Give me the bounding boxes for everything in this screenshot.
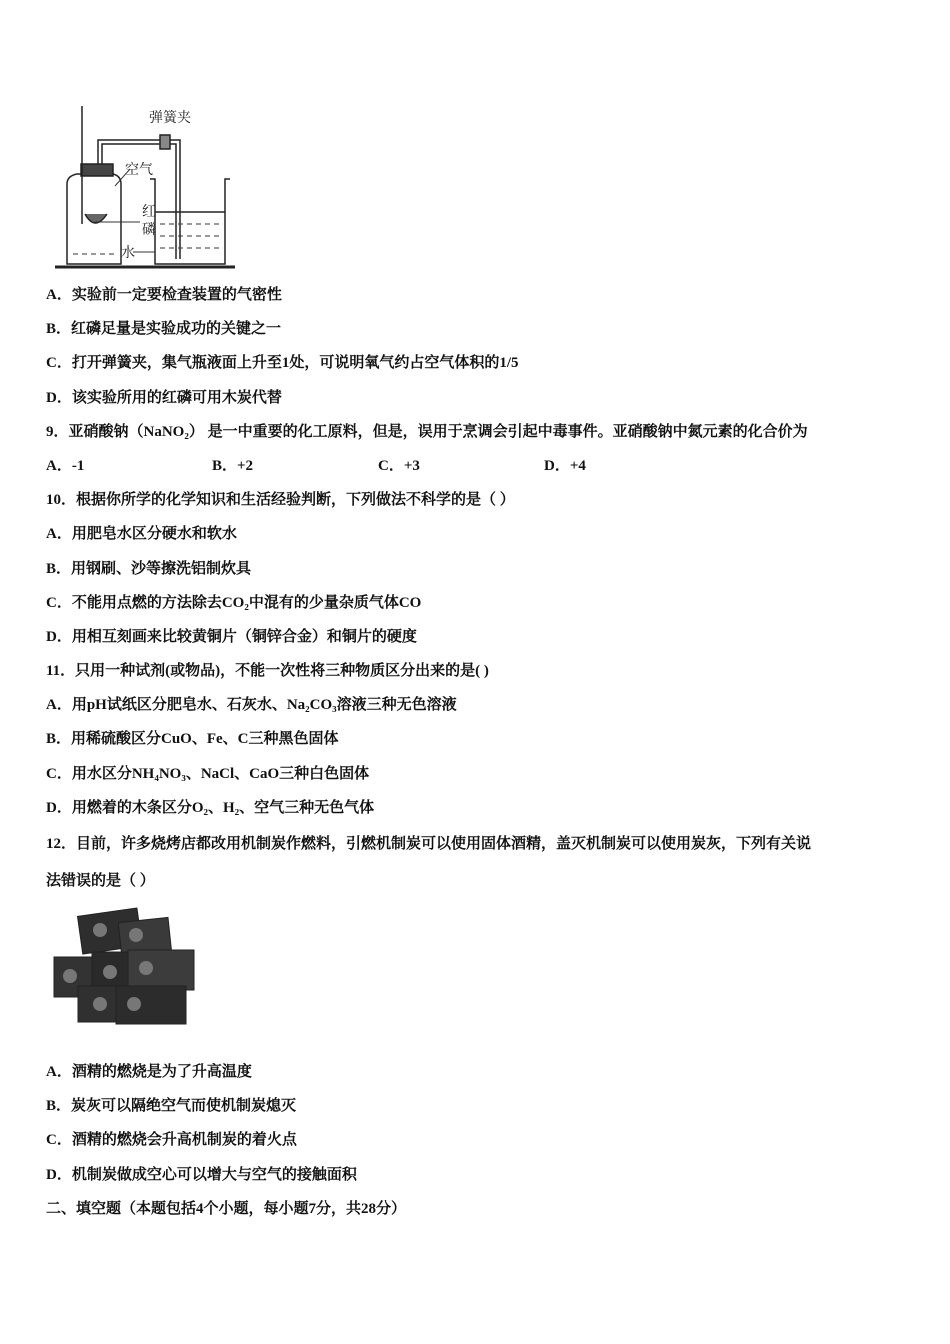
q8-option-b: B．红磷足量是实验成功的关键之一: [46, 321, 282, 338]
q12-option-c: C．酒精的燃烧会升高机制炭的着火点: [46, 1132, 297, 1149]
q9-option-c: C．+3: [378, 457, 420, 474]
q10-option-d: D．用相互刻画来比较黄铜片（铜锌合金）和铜片的硬度: [46, 628, 417, 645]
q10-option-c: C．不能用点燃的方法除去CO₂中混有的少量杂质气体CO: [46, 594, 422, 611]
clamp-label: 弹簧夹: [149, 110, 191, 126]
q8-option-c: C．打开弹簧夹，集气瓶液面上升至1处，可说明氧气约占空气体积的1/5: [46, 355, 519, 372]
q11-option-b: B．用稀硫酸区分CuO、Fe、C三种黑色固体: [46, 731, 339, 748]
q12-stem-line-1: 12．目前，许多烧烤店都改用机制炭作燃料，引燃机制炭可以使用固体酒精，盖灭机制炭可以使用炭灰，下列有关说: [46, 836, 812, 852]
section-2-heading: 二、填空题（本题包括4个小题，每小题7分，共28分）: [46, 1200, 407, 1217]
q10-option-a: A．用肥皂水区分硬水和软水: [46, 526, 237, 543]
q9-stem: 9．亚硝酸钠（NaNO₂） 是一中重要的化工原料，但是，误用于烹调会引起中毒事件。亚硝酸钠中氮元素的化合价为: [46, 423, 808, 440]
water-label: 水: [121, 245, 135, 261]
q8-option-a: A．实验前一定要检查装置的气密性: [46, 287, 282, 303]
q8-option-d: D．该实验所用的红磷可用木炭代替: [46, 389, 282, 406]
q12-stem-block: [46, 827, 906, 898]
q11-option-c: C．用水区分NH₄NO₃、NaCl、CaO三种白色固体: [46, 765, 370, 782]
q9-options: [46, 449, 906, 483]
q12-option-d: D．机制炭做成空心可以增大与空气的接触面积: [46, 1166, 357, 1183]
q12-stem-line-2: 法错误的是（ ）: [46, 873, 155, 890]
q11-option-d: D．用燃着的木条区分O₂、H₂、空气三种无色气体: [46, 799, 375, 816]
q10-stem: 10．根据你所学的化学知识和生活经验判断，下列做法不科学的是（ ）: [46, 492, 515, 509]
questions-block-3: [46, 1055, 906, 1226]
q10-option-b: B．用钢刷、沙等擦洗铝制炊具: [46, 560, 252, 577]
charcoal-briquettes-image: [50, 902, 198, 1028]
q9-option-a: A．-1: [46, 457, 85, 474]
q9-option-b: B．+2: [212, 457, 254, 474]
phosphorus-label-1: 红: [142, 204, 156, 220]
questions-block-1: [46, 278, 906, 825]
air-label: 空气: [125, 162, 153, 178]
q9-option-d: D．+4: [544, 457, 586, 474]
q12-option-a: A．酒精的燃烧是为了升高温度: [46, 1064, 252, 1080]
q12-option-b: B．炭灰可以隔绝空气而使机制炭熄灭: [46, 1098, 297, 1115]
q11-option-a: A．用pH试纸区分肥皂水、石灰水、Na₂CO₃溶液三种无色溶液: [46, 697, 457, 714]
q11-stem: 11．只用一种试剂(或物品)，不能一次性将三种物质区分出来的是( ): [46, 663, 489, 680]
phosphorus-label-2: 磷: [142, 222, 156, 238]
experiment-apparatus-figure: [55, 104, 255, 272]
